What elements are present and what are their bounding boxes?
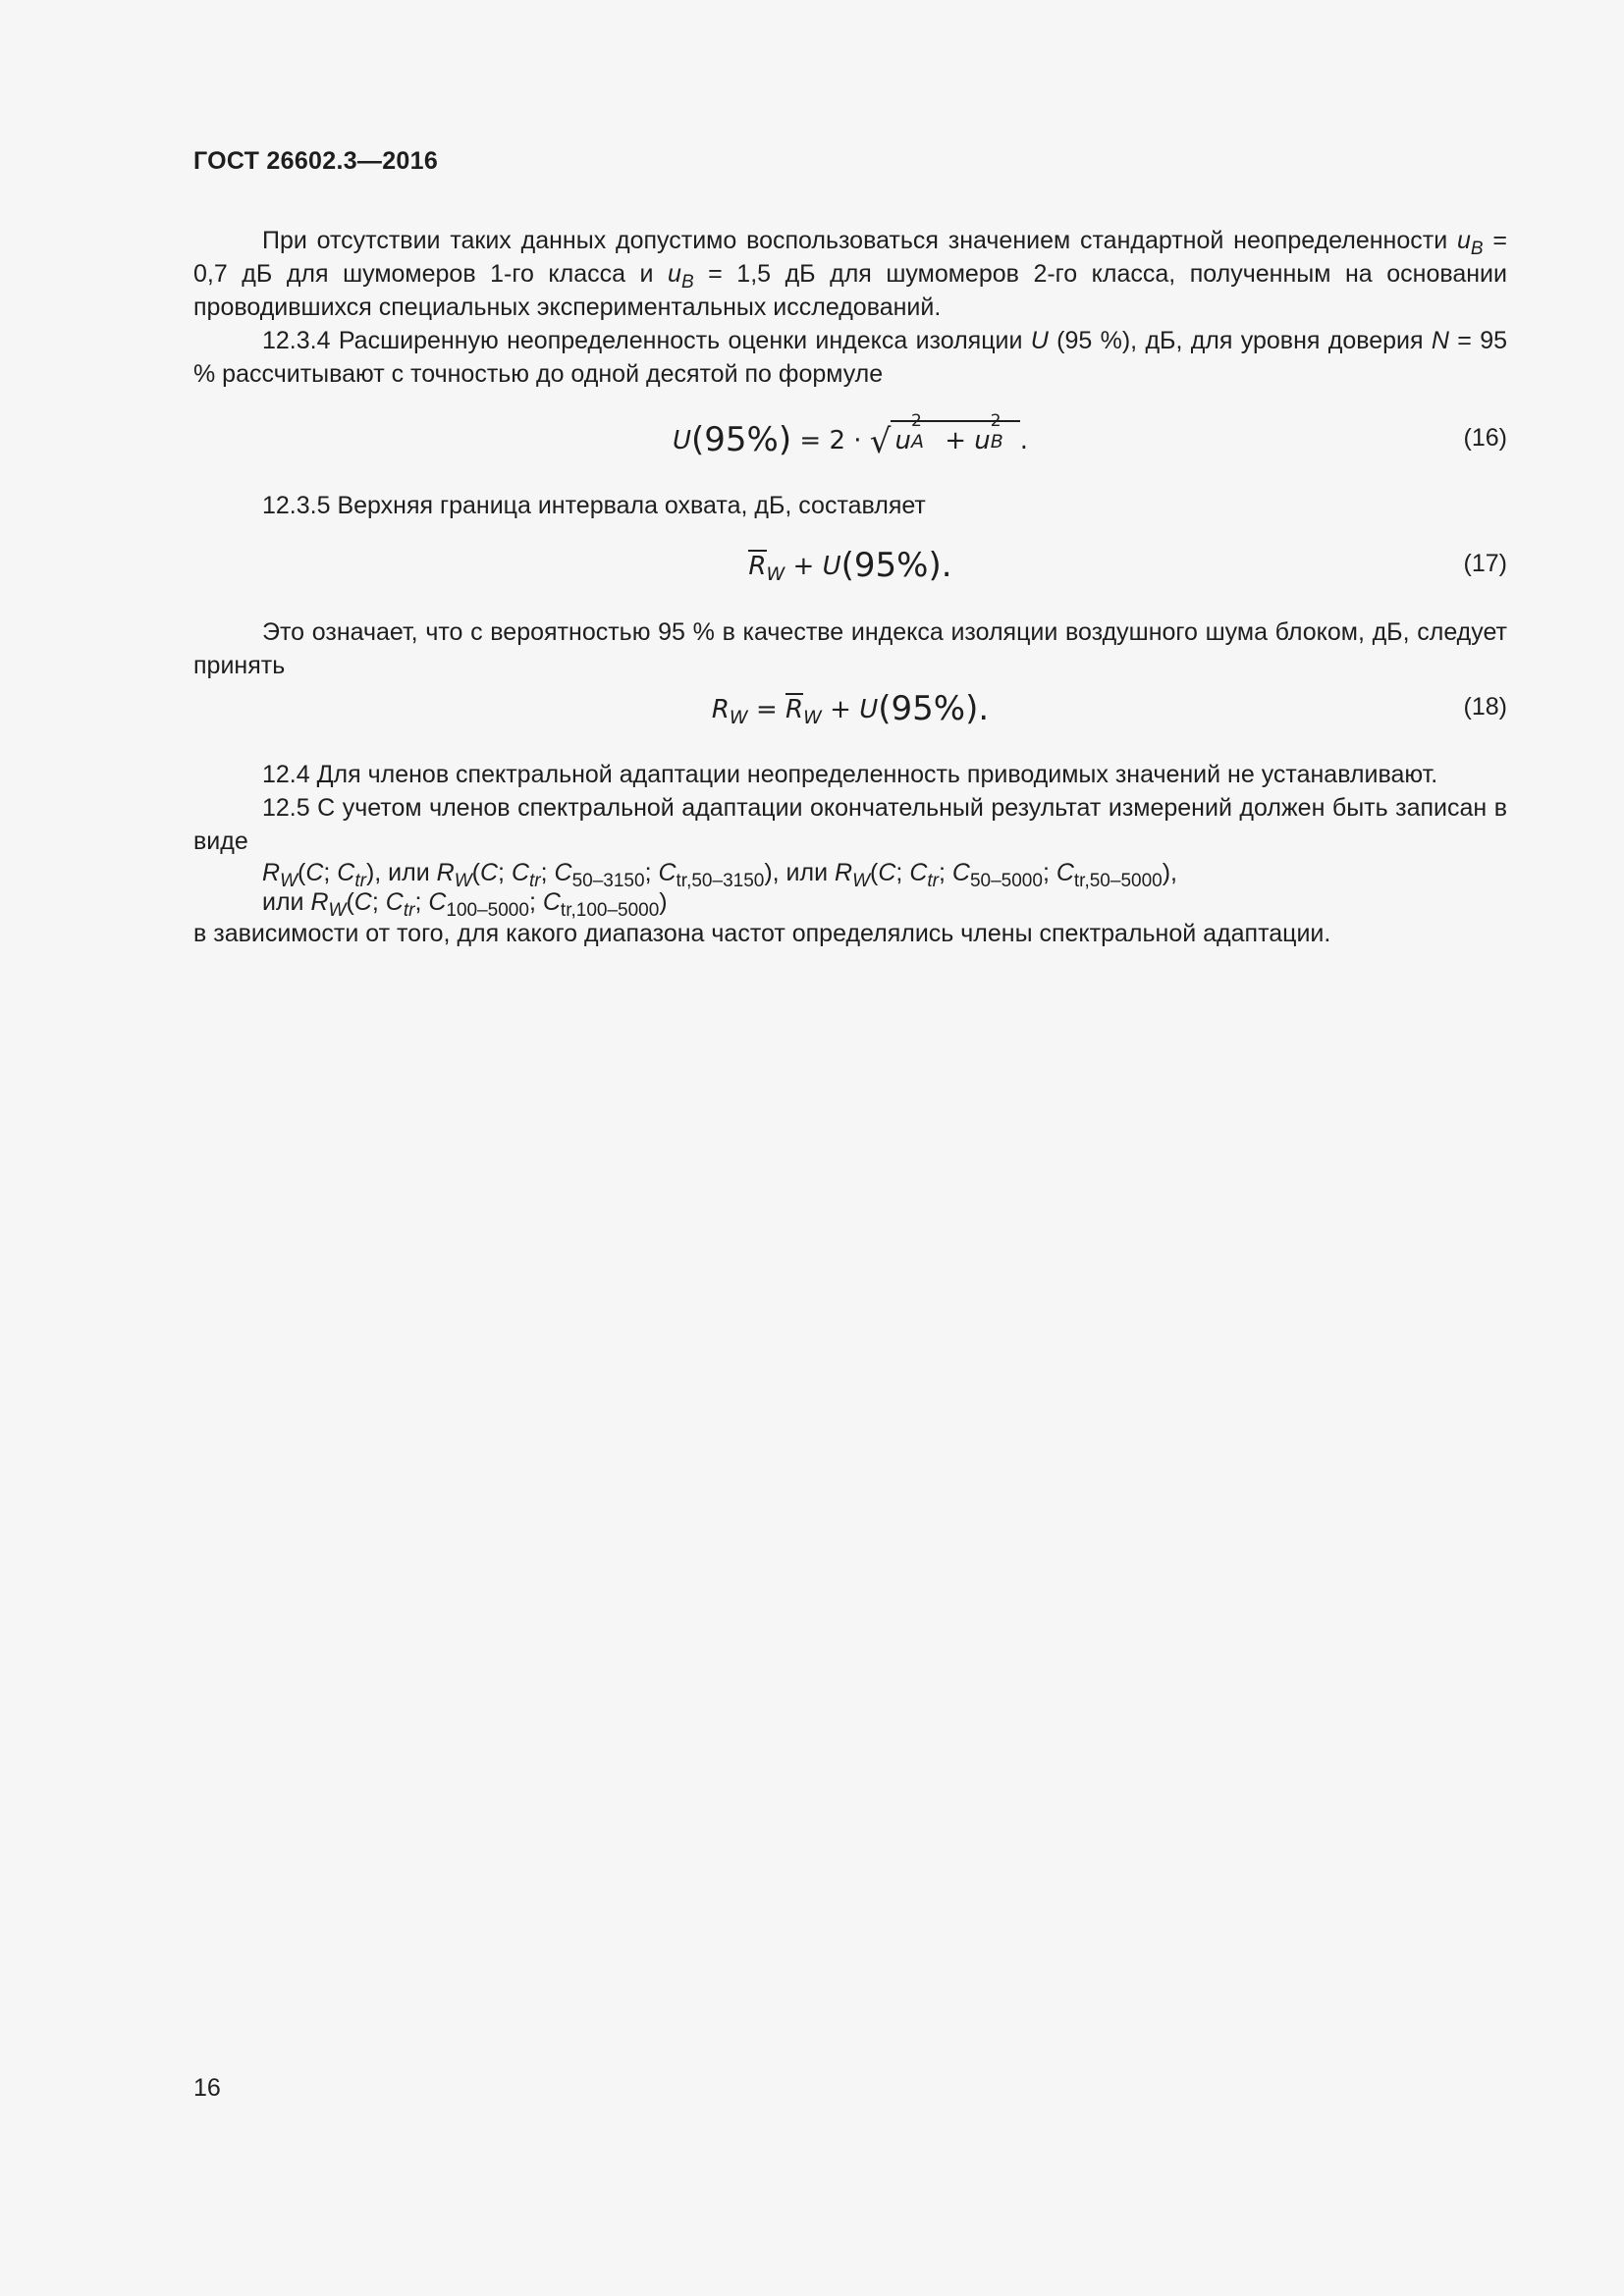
formula-17: $R_W + U(95\%)$.: [748, 546, 952, 585]
result-notation-line-2: или $R_W(C$; $C_{tr}$; $C_{100-5000}$; $C_{tr,100-5000}$): [262, 888, 668, 921]
formula-18: $R_W = R_W + U(95\%)$.: [711, 689, 990, 728]
text-block-2: [193, 489, 1507, 522]
page-number: 16: [193, 2074, 221, 2102]
document-header: ГОСТ 26602.3—2016: [193, 147, 439, 175]
result-notation-line-1: $R_W(C$; $C_{tr}$), или $R_W(C$; $C_{tr}$; $C_{50-3150}$; $C_{tr,50-3150}$), или $R_W(C$; $C_{tr}$; $C_{50-5000}$; $C_{tr,50-5000}$),: [262, 859, 1177, 891]
text-block-1: [193, 224, 1507, 391]
paragraph-12-3-4: 12.3.4 Расширенную неопределенность оценки индекса изоляции U (95 %), дБ, для уровня доверия N = 95 % рассчитывают с точностью до одной десятой по формуле: [193, 327, 1507, 388]
equation-number-18: (18): [1463, 693, 1507, 721]
equation-number-16: (16): [1463, 424, 1507, 452]
paragraph-12-4: 12.4 Для членов спектральной адаптации неопределенность приводимых значений не устанавливают.: [262, 761, 1438, 788]
paragraph-12-3-5: 12.3.5 Верхняя граница интервала охвата, дБ, составляет: [262, 492, 926, 519]
paragraph-meaning: Это означает, что с вероятностью 95 % в качестве индекса изоляции воздушного шума блоком, дБ, следует принять: [193, 618, 1507, 679]
formula-17-row: [193, 546, 1507, 589]
sqrt-icon: √: [869, 422, 892, 461]
paragraph-12-5: 12.5 С учетом членов спектральной адаптации окончательный результат измерений должен быть записан в виде: [193, 794, 1507, 855]
text-block-3: [193, 615, 1507, 682]
paragraph-no-data: При отсутствии таких данных допустимо воспользоваться значением стандартной неопределенности $u_B = 0,7$ дБ для шумомеров 1-го класса и $u_B = 1,5$ дБ для шумомеров 2-го класса, полученным на основании проводившихся специальных экспериментальных исследований.: [193, 227, 1507, 321]
paragraph-conclusion: в зависимости от того, для какого диапазона частот определялись члены спектральной адаптации.: [193, 920, 1331, 947]
formula-18-row: [193, 689, 1507, 732]
text-block-4: [193, 758, 1507, 950]
equation-number-17: (17): [1463, 550, 1507, 577]
formula-16: U(95%) = 2 · √ u 2 A + u 2 B .: [672, 411, 1029, 461]
formula-16-row: [193, 411, 1507, 463]
